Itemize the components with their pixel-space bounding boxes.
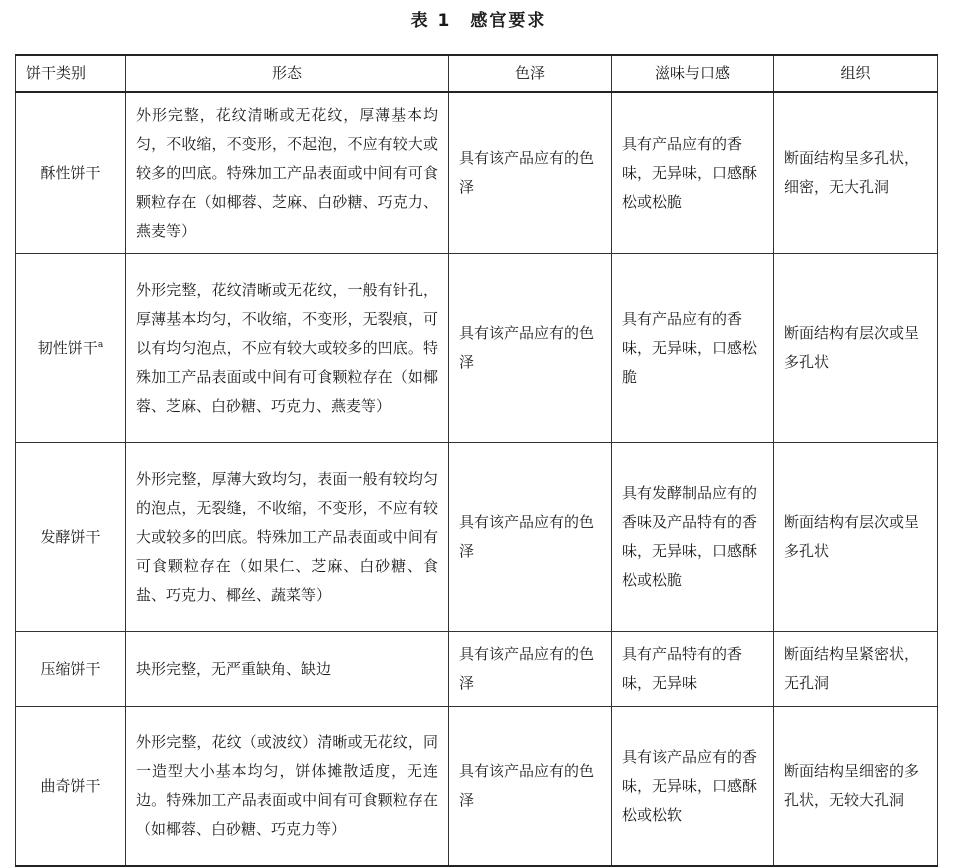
header-texture: 组织 [774, 55, 938, 92]
color-cell: 具有该产品应有的色泽 [449, 632, 612, 707]
color-cell: 具有该产品应有的色泽 [449, 254, 612, 443]
form-cell: 外形完整，厚薄大致均匀，表面一般有较均匀的泡点，无裂缝，不收缩，不变形，不应有较大或较多的凹底。特殊加工产品表面或中间有可食颗粒存在（如果仁、芝麻、白砂糖、食盐、巧克力、椰丝、蔬菜等） [126, 443, 449, 632]
color-cell: 具有该产品应有的色泽 [449, 707, 612, 867]
table-row [16, 632, 938, 707]
footnote-marker: a [97, 339, 104, 350]
category-cell [16, 254, 126, 443]
category-cell [16, 707, 126, 867]
header-form: 形态 [126, 55, 449, 92]
category-cell [16, 443, 126, 632]
table-row [16, 254, 938, 443]
texture-cell: 断面结构呈紧密状，无孔洞 [774, 632, 938, 707]
color-cell: 具有该产品应有的色泽 [449, 92, 612, 254]
sensory-requirements-table [15, 54, 938, 867]
color-cell: 具有该产品应有的色泽 [449, 443, 612, 632]
taste-cell: 具有该产品应有的香味，无异味，口感酥松或松软 [612, 707, 774, 867]
table-row [16, 707, 938, 867]
table-title: 表 1 感官要求 [410, 11, 547, 31]
form-cell: 外形完整，花纹清晰或无花纹，一般有针孔，厚薄基本均匀，不收缩，不变形，无裂痕，可以有均匀泡点，不应有较大或较多的凹底。特殊加工产品表面或中间有可食颗粒存在（如椰蓉、芝麻、白砂糖、巧克力、燕麦等） [126, 254, 449, 443]
taste-cell: 具有产品应有的香味，无异味，口感酥松或松脆 [612, 92, 774, 254]
category-label: 韧性饼干 [37, 338, 98, 357]
taste-cell: 具有发酵制品应有的香味及产品特有的香味，无异味，口感酥松或松脆 [612, 443, 774, 632]
table-row [16, 92, 938, 254]
category-cell [16, 92, 126, 254]
texture-cell: 断面结构有层次或呈多孔状 [774, 254, 938, 443]
category-label: 酥性饼干 [40, 163, 101, 182]
category-label: 发酵饼干 [40, 527, 101, 546]
header-category: 饼干类别 [16, 55, 126, 92]
texture-cell: 断面结构有层次或呈多孔状 [774, 443, 938, 632]
header-color: 色泽 [449, 55, 612, 92]
texture-cell: 断面结构呈多孔状，细密，无大孔洞 [774, 92, 938, 254]
header-row [16, 55, 938, 92]
form-cell: 外形完整，花纹清晰或无花纹，厚薄基本均匀，不收缩，不变形，不起泡，不应有较大或较多的凹底。特殊加工产品表面或中间有可食颗粒存在（如椰蓉、芝麻、白砂糖、巧克力、燕麦等） [126, 92, 449, 254]
header-taste: 滋味与口感 [612, 55, 774, 92]
form-cell: 块形完整，无严重缺角、缺边 [126, 632, 449, 707]
category-cell [16, 632, 126, 707]
form-cell: 外形完整，花纹（或波纹）清晰或无花纹，同一造型大小基本均匀，饼体摊散适度，无连边。特殊加工产品表面或中间有可食颗粒存在（如椰蓉、白砂糖、巧克力等） [126, 707, 449, 867]
taste-cell: 具有产品应有的香味，无异味，口感松脆 [612, 254, 774, 443]
table-row [16, 443, 938, 632]
texture-cell: 断面结构呈细密的多孔状，无较大孔洞 [774, 707, 938, 867]
category-label: 曲奇饼干 [40, 776, 101, 795]
category-label: 压缩饼干 [40, 659, 101, 678]
taste-cell: 具有产品特有的香味，无异味 [612, 632, 774, 707]
